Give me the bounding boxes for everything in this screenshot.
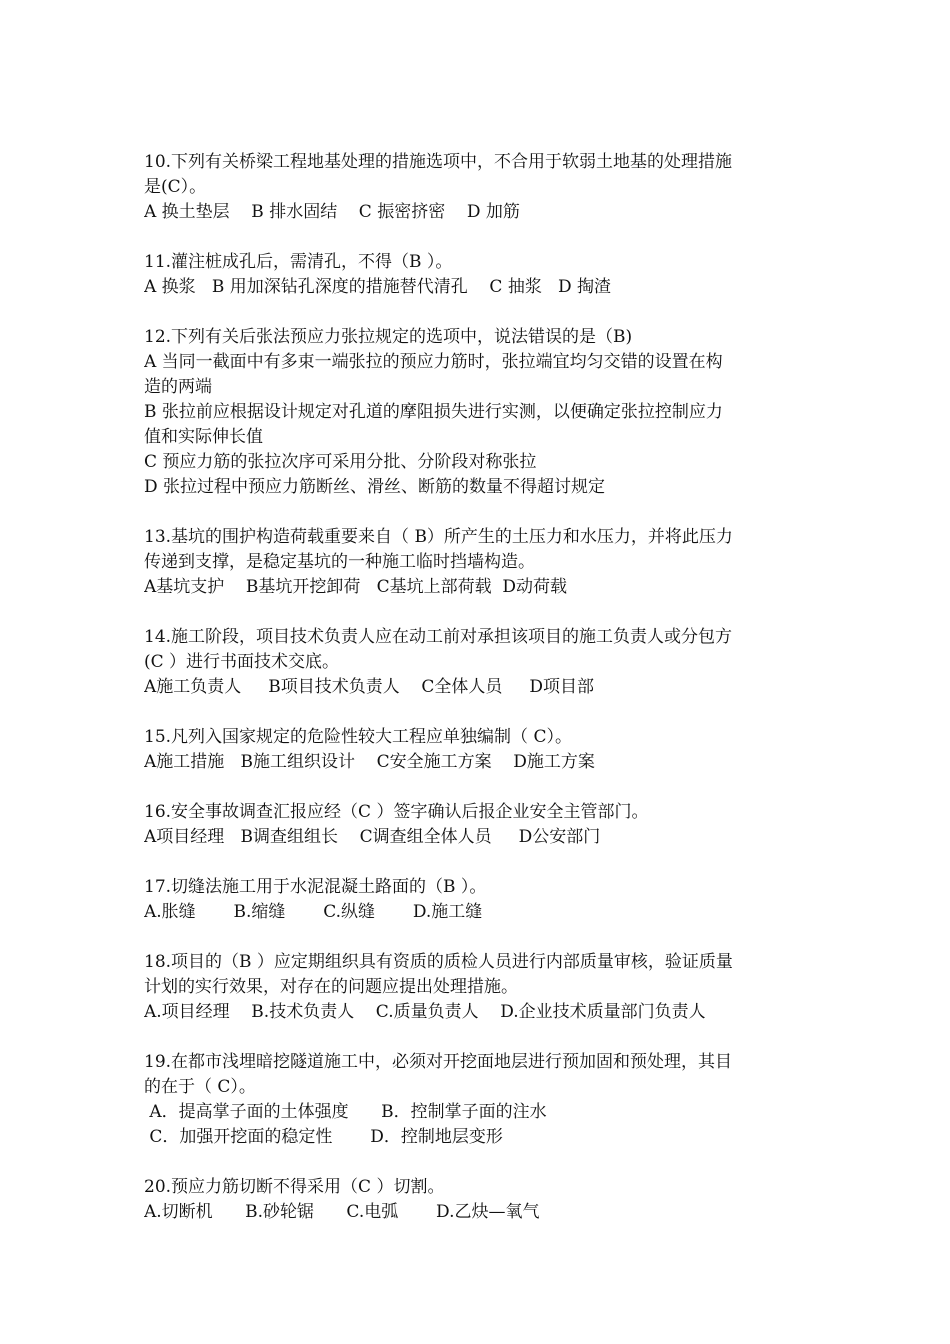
question-12: [144, 325, 814, 500]
question-text: (C ）进行书面技术交底。: [144, 652, 340, 672]
question-text: 11.灌注桩成孔后，需清孔，不得（B ）。: [144, 252, 453, 272]
answer-options: A基坑支护 B基坑开挖卸荷 C基坑上部荷载 D动荷载: [144, 577, 568, 597]
question-text: 传递到支撑，是稳定基坑的一种施工临时挡墙构造。: [144, 552, 535, 572]
answer-options: C．加强开挖面的稳定性 D．控制地层变形: [144, 1127, 503, 1147]
answer-options: A施工负责人 B项目技术负责人 C全体人员 D项目部: [144, 677, 595, 697]
question-text: 是(C）。: [144, 177, 207, 197]
answer-options: A施工措施 B施工组织设计 C安全施工方案 D施工方案: [144, 752, 595, 772]
question-text: 19.在都市浅埋暗挖隧道施工中，必须对开挖面地层进行预加固和预处理，其目: [144, 1052, 733, 1072]
answer-options: A 换浆 B 用加深钻孔深度的措施替代清孔 C 抽浆 D 掏渣: [144, 277, 612, 297]
question-15: [144, 725, 814, 775]
question-20: [144, 1175, 814, 1225]
answer-options: A.切断机 B.砂轮锯 C.电弧 D.乙炔—氧气: [144, 1202, 540, 1222]
question-19: [144, 1050, 814, 1150]
answer-option: B 张拉前应根据设计规定对孔道的摩阻损失进行实测，以便确定张拉控制应力: [144, 402, 723, 422]
question-text: 16.安全事故调查汇报应经（C ）签字确认后报企业安全主管部门。: [144, 802, 649, 822]
question-17: [144, 875, 814, 925]
answer-option: 造的两端: [144, 377, 212, 397]
answer-options: A.胀缝 B.缩缝 C.纵缝 D.施工缝: [144, 902, 483, 922]
answer-options: A项目经理 B调查组组长 C调查组全体人员 D公安部门: [144, 827, 601, 847]
question-text: 的在于（ C）。: [144, 1077, 256, 1097]
answer-option: C 预应力筋的张拉次序可采用分批、分阶段对称张拉: [144, 452, 537, 472]
question-13: [144, 525, 814, 600]
question-text: 18.项目的（B ）应定期组织具有资质的质检人员进行内部质量审核，验证质量: [144, 952, 733, 972]
question-18: [144, 950, 814, 1025]
answer-options: A.项目经理 B.技术负责人 C.质量负责人 D.企业技术质量部门负责人: [144, 1002, 706, 1022]
question-text: 13.基坑的围护构造荷载重要来自（ B）所产生的土压力和水压力，并将此压力: [144, 527, 733, 547]
answer-option: 值和实际伸长值: [144, 427, 263, 447]
question-text: 17.切缝法施工用于水泥混凝土路面的（B ）。: [144, 877, 487, 897]
question-text: 15.凡列入国家规定的危险性较大工程应单独编制（ C）。: [144, 727, 572, 747]
question-text: 12.下列有关后张法预应力张拉规定的选项中，说法错误的是（B): [144, 327, 633, 347]
question-text: 20.预应力筋切断不得采用（C ）切割。: [144, 1177, 445, 1197]
question-text: 10.下列有关桥梁工程地基处理的措施选项中，不合用于软弱土地基的处理措施: [144, 152, 733, 172]
question-16: [144, 800, 814, 850]
question-text: 14.施工阶段，项目技术负责人应在动工前对承担该项目的施工负责人或分包方: [144, 627, 733, 647]
question-text: 计划的实行效果，对存在的问题应提出处理措施。: [144, 977, 518, 997]
question-14: [144, 625, 814, 700]
answer-options: A 换土垫层 B 排水固结 C 振密挤密 D 加筋: [144, 202, 520, 222]
document-page: [144, 150, 814, 1250]
answer-options: A．提高掌子面的土体强度 B．控制掌子面的注水: [144, 1102, 547, 1122]
question-10: [144, 150, 814, 225]
question-11: [144, 250, 814, 300]
answer-option: A 当同一截面中有多束一端张拉的预应力筋时，张拉端宜均匀交错的设置在构: [144, 352, 723, 372]
answer-option: D 张拉过程中预应力筋断丝、滑丝、断筋的数量不得超讨规定: [144, 477, 606, 497]
